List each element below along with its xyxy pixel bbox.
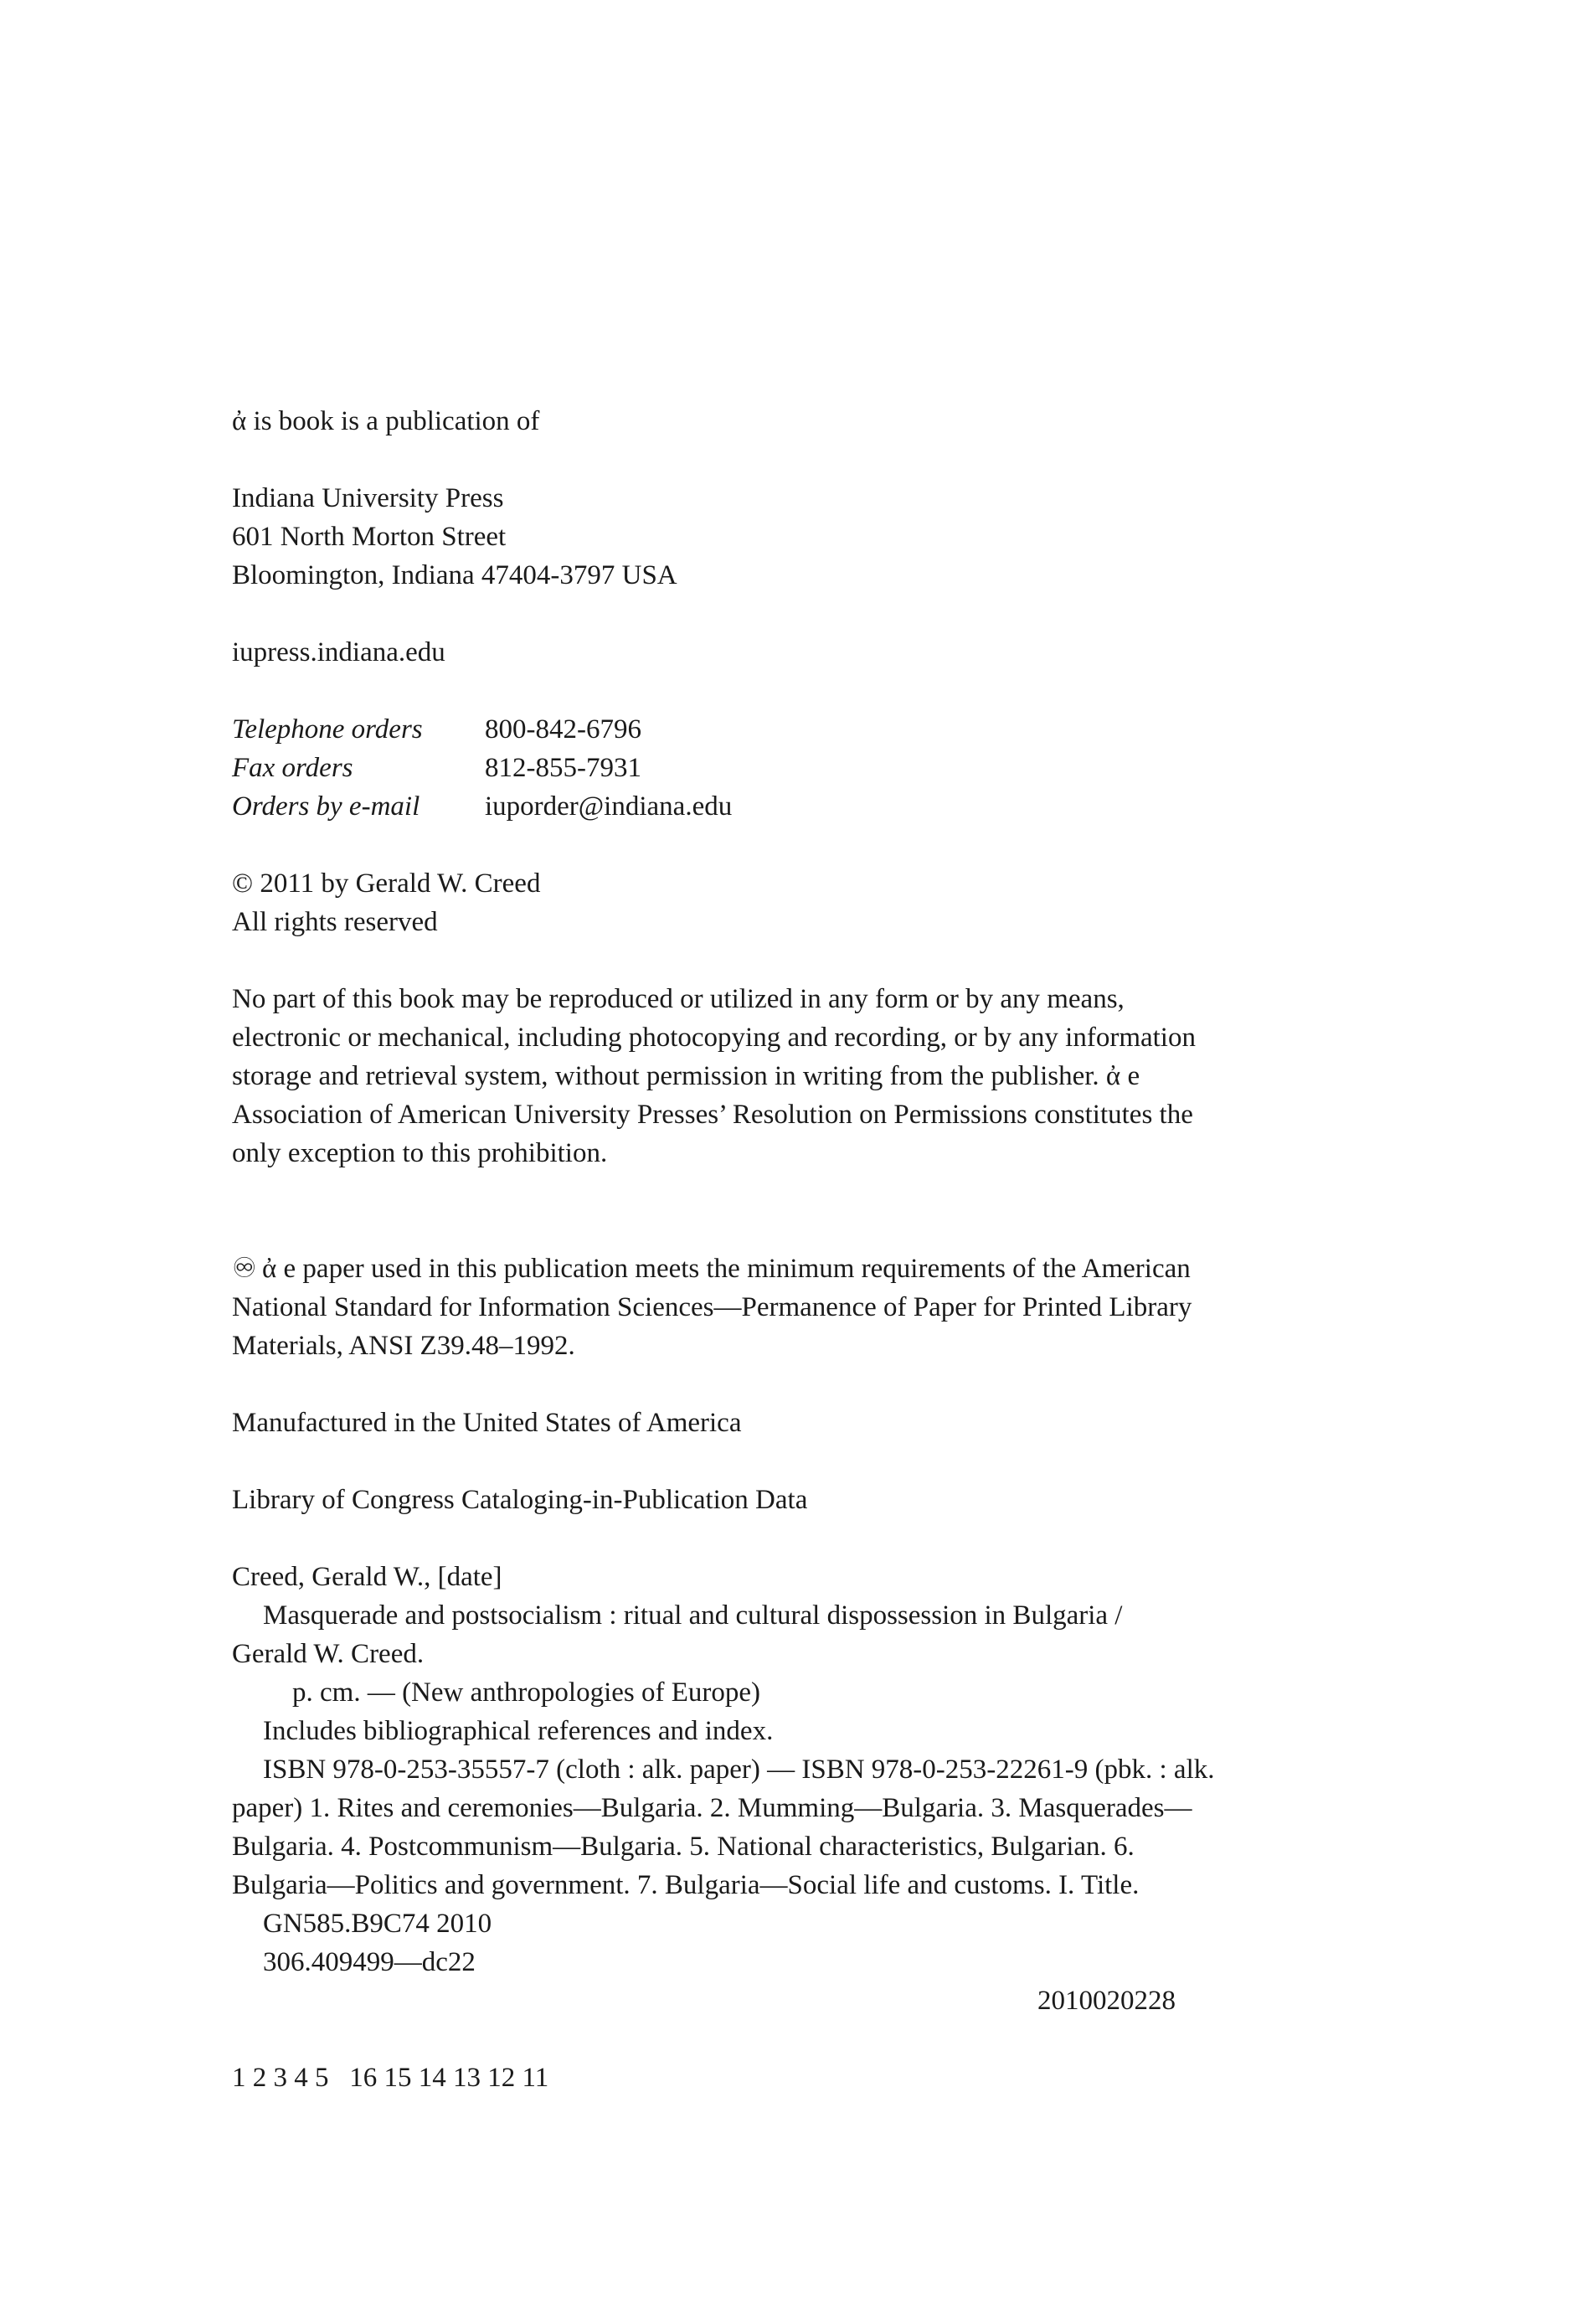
cip-isbn: ISBN 978-0-253-35557-7 (cloth : alk. paper) — ISBN 978-0-253-22261-9 (pbk. : alk. xyxy=(263,1755,1215,1785)
order-label-telephone: Telephone orders xyxy=(232,714,423,745)
manufactured-line: Manufactured in the United States of America xyxy=(232,1408,742,1438)
publisher-street: 601 North Morton Street xyxy=(232,522,507,552)
cip-lccn: 2010020228 xyxy=(1037,1986,1176,2016)
cip-lc-class: GN585.B9C74 2010 xyxy=(263,1909,492,1939)
copyright-page xyxy=(232,402,1337,2097)
cip-dewey: 306.409499—dc22 xyxy=(263,1947,476,1977)
permissions-paragraph xyxy=(232,980,1337,1172)
order-value-telephone: 800-842-6796 xyxy=(485,714,641,745)
cip-title: Masquerade and postsocialism : ritual and cultural dispossession in Bulgaria / xyxy=(263,1600,1123,1631)
copyright-line: © 2011 by Gerald W. Creed xyxy=(232,868,541,899)
order-value-email: iuporder@indiana.edu xyxy=(485,791,733,822)
cip-subjects: paper) 1. Rites and ceremonies—Bulgaria. 2. Mumming—Bulgaria. 3. Masquerades— xyxy=(232,1793,1192,1823)
paper-statement xyxy=(232,1250,1337,1365)
infinity-circle-icon: ♾ xyxy=(232,1254,257,1284)
cip-heading: Library of Congress Cataloging-in-Publication Data xyxy=(232,1485,808,1515)
cip-subjects: Bulgaria. 4. Postcommunism—Bulgaria. 5. National characteristics, Bulgarian. 6. xyxy=(232,1832,1135,1862)
order-label-email: Orders by e-mail xyxy=(232,791,420,822)
paper-line: Materials, ANSI Z39.48–1992. xyxy=(232,1331,575,1361)
order-value-fax: 812-855-7931 xyxy=(485,753,641,783)
cip-author: Creed, Gerald W., [date] xyxy=(232,1562,502,1592)
cip-subjects: Bulgaria—Politics and government. 7. Bulgaria—Social life and customs. I. Title. xyxy=(232,1870,1140,1900)
permissions-line: storage and retrieval system, without permission in writing from the publisher. ἀ e xyxy=(232,1061,1140,1091)
permissions-line: Association of American University Presses’ Resolution on Permissions constitutes the xyxy=(232,1100,1193,1130)
permissions-line: only exception to this prohibition. xyxy=(232,1138,608,1168)
cip-note: Includes bibliographical references and index. xyxy=(263,1716,774,1746)
publisher-name: Indiana University Press xyxy=(232,483,504,513)
order-label-fax: Fax orders xyxy=(232,753,353,783)
printing-line: 1 2 3 4 5 16 15 14 13 12 11 xyxy=(232,2063,549,2093)
cip-series: p. cm. — (New anthropologies of Europe) xyxy=(292,1677,761,1708)
permissions-line: No part of this book may be reproduced or utilized in any form or by any means, xyxy=(232,984,1125,1014)
permissions-line: electronic or mechanical, including photocopying and recording, or by any information xyxy=(232,1023,1196,1053)
cip-title-cont: Gerald W. Creed. xyxy=(232,1639,425,1669)
publisher-website: iupress.indiana.edu xyxy=(232,637,445,667)
copyright-notice xyxy=(232,864,1337,941)
order-info xyxy=(232,710,1337,826)
rights-line: All rights reserved xyxy=(232,907,438,937)
intro-line: ἀ is book is a publication of xyxy=(232,406,540,436)
paper-line: National Standard for Information Sciences—Permanence of Paper for Printed Library xyxy=(232,1292,1192,1322)
paper-line-text: ἀ e paper used in this publication meets the minimum requirements of the American xyxy=(262,1254,1191,1284)
publisher-city: Bloomington, Indiana 47404-3797 USA xyxy=(232,560,677,590)
cip-record xyxy=(232,1558,1337,2020)
publisher-address xyxy=(232,479,1337,595)
paper-line xyxy=(232,1250,1337,1288)
